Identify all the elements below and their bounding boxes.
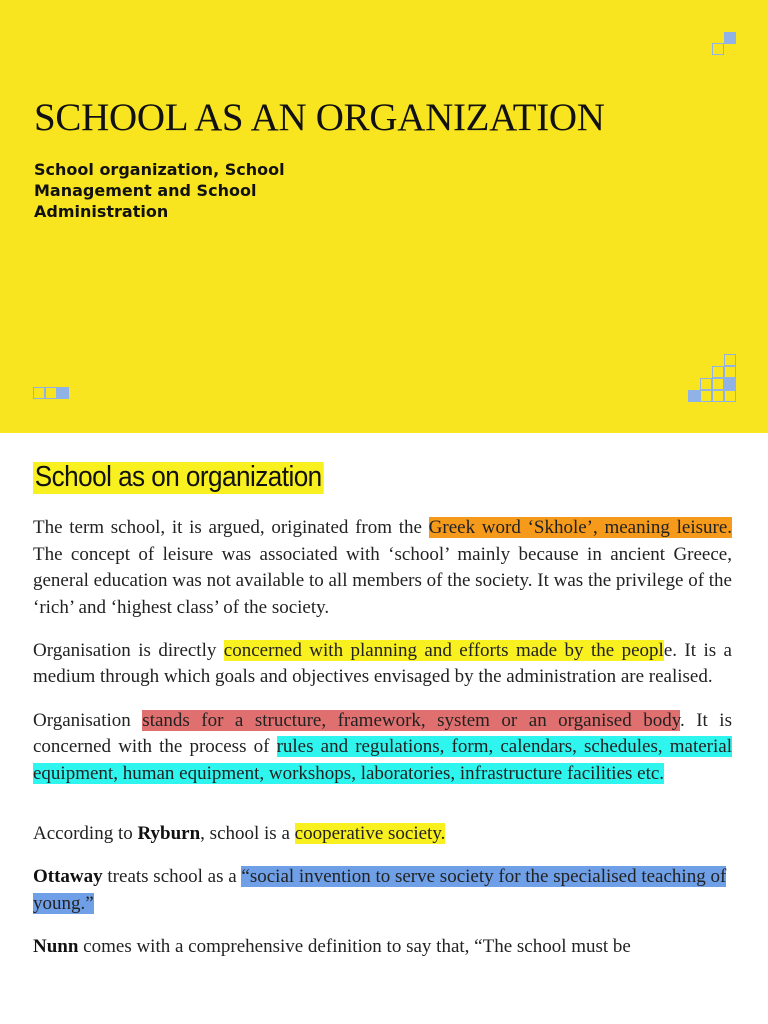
grid-decoration-bottom-right (688, 354, 738, 402)
paragraph-organisation-structure: Organisation stands for a structure, framework, system or an organised body. It is concerned with the process of rules and regulations, form, calendars, schedules, material equipment, human equipment, workshops, laboratories, infrastructure facilities etc. (33, 709, 732, 784)
highlight-structure: stands for a structure, framework, system or an organised body (142, 709, 680, 731)
paragraph-ryburn: According to Ryburn, school is a cooperative society. (33, 823, 446, 845)
highlight-social-invention: “social invention to serve society for the specialised teaching of young.” (33, 866, 727, 914)
document-body (33, 462, 732, 978)
highlight-cooperative: cooperative society. (294, 823, 446, 845)
paragraph-etymology: The term school, it is argued, originated from the Greek word ‘Skhole’, meaning leisure. The concept of leisure was associated with ‘school’ mainly because in ancient Greece, general education was not available to all members of the society. It was the privilege of the ‘rich’ and ‘highest class’ of the society. (33, 517, 733, 618)
page-subtitle: School organization, School Management and School Administration (34, 160, 285, 221)
paragraph-ottaway: Ottaway treats school as a “social invention to serve society for the specialised teaching of young.” (33, 866, 727, 914)
author-ryburn: Ryburn (137, 823, 201, 845)
grid-decoration-bottom-left (33, 387, 69, 399)
grid-decoration-top-right (712, 32, 738, 56)
paragraph-nunn: Nunn comes with a comprehensive definition to say that, “The school must be (33, 936, 631, 958)
paragraph-organisation-planning: Organisation is directly concerned with planning and efforts made by the people. It is a medium through which goals and objectives envisaged by the administration are realised. (33, 640, 732, 688)
author-nunn: Nunn (33, 936, 79, 958)
title-banner (0, 0, 768, 433)
section-heading: School as on organization (34, 461, 322, 493)
page-title: SCHOOL AS AN ORGANIZATION (34, 96, 605, 139)
highlight-planning: concerned with planning and efforts made by the peopl (223, 640, 664, 662)
highlight-greek-word: Greek word ‘Skhole’, meaning leisure. (428, 517, 733, 539)
highlight-rules: rules and regulations, form, calendars, schedules, material equipment, human equipment, workshops, laboratories, infrastructure facilities etc. (33, 736, 732, 784)
author-ottaway: Ottaway (33, 866, 103, 888)
